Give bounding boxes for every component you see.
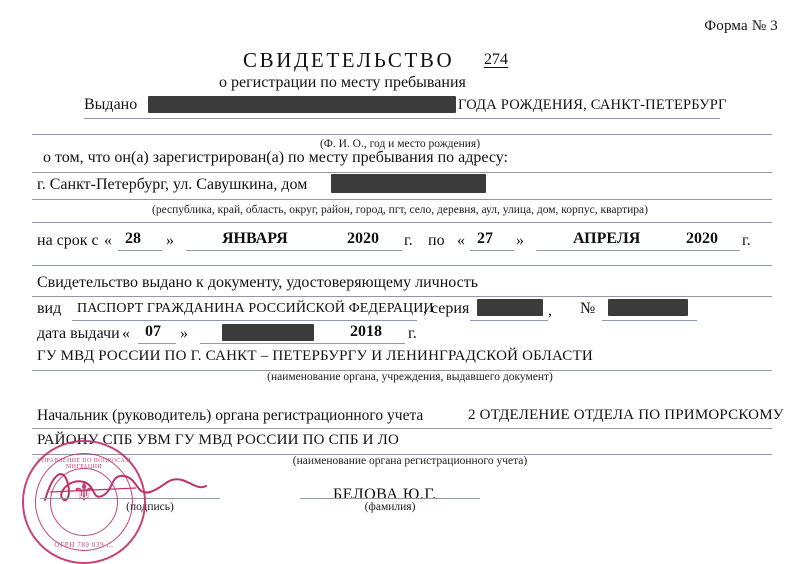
term-label: на срок с [37,232,99,249]
issuing-authority: ГУ МВД РОССИИ ПО Г. САНКТ – ПЕТЕРБУРГУ И ЛЕНИНГРАДСКОЙ ОБЛАСТИ [37,348,593,364]
identity-doc-date-label: дата выдачи [37,325,120,342]
redacted-name-bar [148,96,456,113]
issuing-authority-caption: (наименование органа, учреждения, выдавшего документ) [267,371,553,383]
rule-doc-number [602,320,697,321]
page-title: СВИДЕТЕЛЬСТВО [243,48,455,72]
term-quote-open-2: « [457,232,465,249]
stamp-emblem-icon: ⚜ [72,478,96,507]
official-authority-line1: 2 ОТДЕЛЕНИЕ ОТДЕЛА ПО ПРИМОРСКОМУ [468,407,784,423]
identity-doc-date-g: г. [408,325,417,342]
registration-address: г. Санкт-Петербург, ул. Савушкина, дом [37,176,308,193]
rule-date-year [345,343,405,344]
surname-caption: (фамилия) [364,501,416,513]
registration-statement: о том, что он(а) зарегистрирован(а) по месту пребывания по адресу: [43,149,508,166]
date-quote-open: « [122,325,130,342]
term-from-day: 28 [125,230,141,247]
redacted-address-bar [331,174,486,193]
term-po-label: по [428,232,445,249]
address-caption: (республика, край, область, округ, район, город, пгт, село, деревня, аул, улица, дом, корпус, квартира) [152,204,648,216]
official-authority-caption: (наименование органа регистрационного учета) [292,455,528,467]
rule-from-year [346,250,402,251]
rule-to-month [536,250,684,251]
rule-date-day [138,343,176,344]
identity-doc-number-label: № [580,300,596,317]
identity-doc-type-label: вид [37,300,62,317]
term-quote-close-1: » [166,232,174,249]
identity-doc-series-label: , серия [423,300,470,317]
rule-7 [32,296,772,297]
rule-to-year [684,250,740,251]
rule-6 [32,265,772,266]
rule-doc-series [470,320,548,321]
term-to-month: АПРЕЛЯ [573,230,641,247]
term-quote-open-1: « [104,232,112,249]
rule-2 [32,134,772,135]
identity-doc-intro: Свидетельство выдано к документу, удостоверяющему личность [37,274,479,291]
official-stamp [22,440,146,564]
stamp-bottom-text: ОГРН 789 039 ... [54,541,114,549]
rule-issued-to [84,118,720,119]
redacted-date-month-bar [222,324,314,341]
rule-surname [300,498,480,499]
rule-from-month [186,250,346,251]
date-quote-close: » [180,325,188,342]
form-number: Форма № 3 [704,18,778,34]
stamp-top-text: УПРАВЛЕНИЕ ПО ВОПРОСАМ МИГРАЦИИ [37,458,131,470]
issued-to-caption: (Ф. И. О., год и место рождения) [319,138,481,150]
official-authority-line2: РАЙОНУ СПБ УВМ ГУ МВД РОССИИ ПО СПБ И ЛО [37,432,400,448]
term-to-day: 27 [477,230,493,247]
term-quote-close-2: » [516,232,524,249]
rule-3 [32,172,772,173]
series-comma: , [548,302,552,319]
rule-date-month [200,343,345,344]
redacted-number-bar [608,299,688,316]
redacted-series-bar [477,299,543,316]
official-surname: БЕЛОВА Ю.Г. [333,486,437,503]
rule-9 [32,428,772,429]
rule-4 [32,199,772,200]
rule-5 [32,222,772,223]
term-from-year: 2020 [347,230,379,247]
identity-doc-date-year: 2018 [350,323,382,340]
signature-caption: (подпись) [126,501,174,513]
identity-doc-type-value: ПАСПОРТ ГРАЖДАНИНА РОССИЙСКОЙ ФЕДЕРАЦИИ [77,301,434,316]
issued-to-name-tail: ГОДА РОЖДЕНИЯ, САНКТ-ПЕТЕРБУРГ [458,97,727,113]
issued-to-label: Выдано [84,96,138,113]
page-subtitle: о регистрации по месту пребывания [219,74,466,91]
identity-doc-date-day: 07 [145,323,161,340]
rule-to-day [470,250,514,251]
rule-doc-type [72,320,417,321]
term-from-month: ЯНВАРЯ [222,230,288,247]
rule-from-day [118,250,162,251]
term-to-year: 2020 [686,230,718,247]
term-to-g: г. [742,232,751,249]
official-role-label: Начальник (руководитель) органа регистрационного учета [37,407,424,424]
term-from-g: г. [404,232,413,249]
certificate-number: 274 [484,51,508,68]
